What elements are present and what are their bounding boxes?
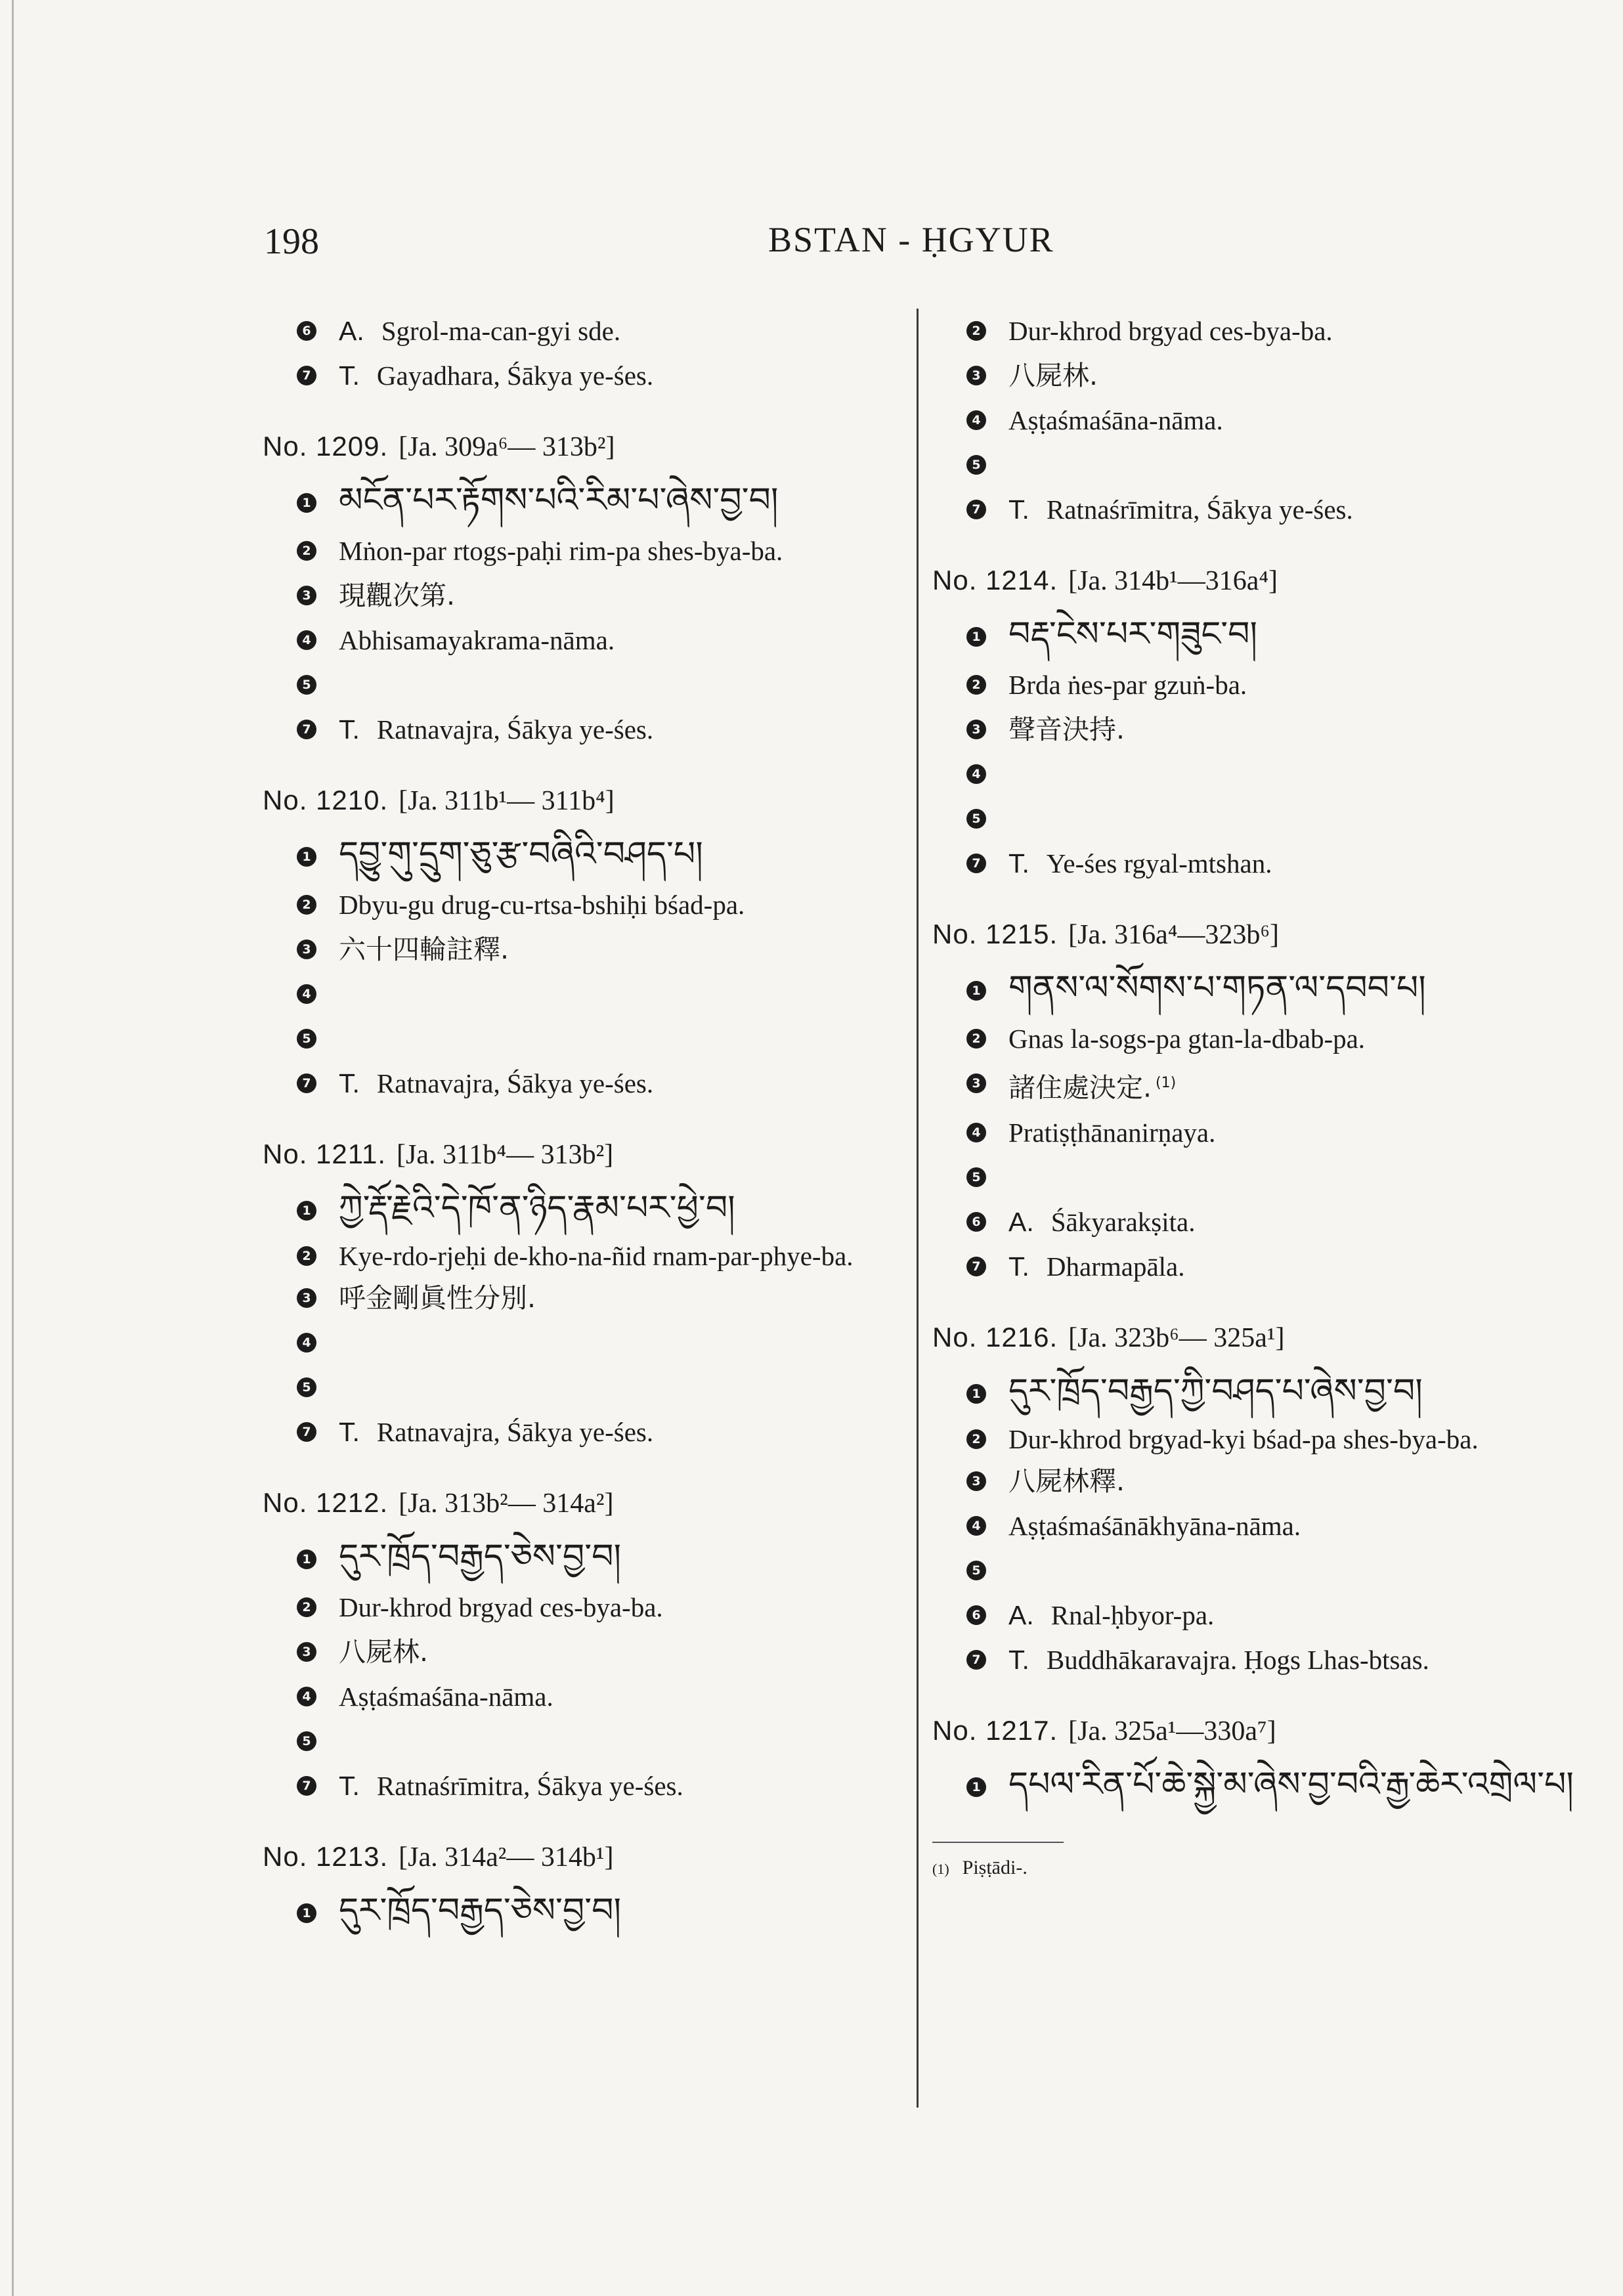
entry-field xyxy=(263,1181,903,1236)
entry-number: No. 1210. xyxy=(263,785,389,815)
field-number-badge: 1 xyxy=(966,627,986,647)
field-text: Aṣṭaśmaśāna-nāma. xyxy=(339,1681,553,1712)
entry-field xyxy=(932,487,1602,532)
field-content xyxy=(1008,662,1602,707)
field-content xyxy=(1008,1110,1602,1155)
field-number-badge: 2 xyxy=(297,541,316,561)
role-label: A. xyxy=(1008,1599,1034,1630)
field-content xyxy=(1008,1016,1602,1061)
field-content xyxy=(339,1674,903,1719)
field-text: Dur-khrod brgyad ces-bya-ba. xyxy=(1008,316,1333,346)
entry-field xyxy=(932,1637,1602,1682)
entry-field xyxy=(932,961,1602,1016)
entry-field xyxy=(263,1276,903,1320)
field-content xyxy=(1008,1504,1602,1548)
field-number-badge: 5 xyxy=(966,809,986,829)
field-number-badge: 3 xyxy=(966,1073,986,1093)
field-number-badge: 4 xyxy=(966,410,986,430)
entry-field xyxy=(263,1530,903,1585)
entry-field xyxy=(932,1419,1602,1459)
field-number-badge: 7 xyxy=(297,1073,316,1093)
catalog-entry xyxy=(263,1483,903,1808)
field-number-badge: 5 xyxy=(966,1167,986,1187)
field-number-badge: 4 xyxy=(297,630,316,650)
entry-heading xyxy=(263,1837,903,1877)
field-text: Gayadhara, Śākya ye-śes. xyxy=(376,360,654,391)
field-content xyxy=(339,827,903,882)
catalog-entry xyxy=(263,781,903,1106)
field-number-badge: 3 xyxy=(966,366,986,385)
role-label: T. xyxy=(1008,848,1029,878)
field-content xyxy=(339,1276,903,1320)
entry-field xyxy=(932,1459,1602,1504)
field-number-badge: 3 xyxy=(966,720,986,739)
role-label: A. xyxy=(1008,1206,1034,1237)
entry-field xyxy=(263,1320,903,1365)
field-content xyxy=(1008,353,1602,398)
field-number-badge: 1 xyxy=(966,1777,986,1797)
entry-reference: [Ja. 309a⁶— 313b²] xyxy=(399,432,615,462)
entry-number: No. 1209. xyxy=(263,431,389,462)
field-content xyxy=(339,1181,903,1236)
tibetan-title: དུར་ཁྲོད་བརྒྱད་ཀྱི་བཤད་པ་ཞེས་བྱ་བ། xyxy=(1008,1372,1423,1410)
field-content xyxy=(339,1884,903,1939)
footnote xyxy=(932,1855,1602,1882)
right-column xyxy=(932,309,1602,1882)
field-content xyxy=(339,1719,903,1764)
entry-reference: [Ja. 314a²— 314b¹] xyxy=(399,1842,614,1873)
field-content xyxy=(1008,1758,1602,1813)
field-content xyxy=(1008,1637,1602,1682)
entry-field xyxy=(932,1504,1602,1548)
field-content xyxy=(1008,796,1602,841)
field-content xyxy=(1008,1244,1602,1289)
field-number-badge: 7 xyxy=(297,720,316,739)
field-number-badge: 7 xyxy=(966,854,986,873)
entry-field xyxy=(932,1200,1602,1244)
entry-field xyxy=(932,309,1602,353)
tibetan-title: མངོན་པར་རྟོགས་པའི་རིམ་པ་ཞེས་བྱ་བ། xyxy=(339,482,779,519)
field-number-badge: 7 xyxy=(297,1422,316,1442)
entry-field xyxy=(263,972,903,1016)
entry-number: No. 1211. xyxy=(263,1138,387,1169)
field-content xyxy=(339,1016,903,1061)
field-content xyxy=(1008,398,1602,443)
field-number-badge: 7 xyxy=(297,366,316,385)
entry-field xyxy=(932,607,1602,662)
entry-field xyxy=(932,796,1602,841)
field-content xyxy=(1008,487,1602,532)
entry-field xyxy=(932,1758,1602,1813)
entry-field xyxy=(263,618,903,662)
field-content xyxy=(339,618,903,662)
entry-reference: [Ja. 316a⁴—323b⁶] xyxy=(1068,920,1280,950)
entry-field xyxy=(932,1061,1602,1110)
field-number-badge: 2 xyxy=(297,1597,316,1617)
tibetan-title: དུར་ཁྲོད་བརྒྱད་ཅེས་བྱ་བ། xyxy=(339,1538,622,1576)
field-content xyxy=(1008,1364,1602,1419)
entry-heading xyxy=(932,1318,1602,1358)
entry-heading xyxy=(263,1483,903,1523)
role-label: T. xyxy=(339,1417,360,1447)
entry-field xyxy=(263,882,903,927)
entry-number: No. 1216. xyxy=(932,1321,1058,1353)
entry-field xyxy=(263,1719,903,1764)
field-number-badge: 7 xyxy=(966,1257,986,1276)
field-text: Ratnavajra, Śākya ye-śes. xyxy=(376,714,654,745)
entry-field xyxy=(263,927,903,972)
entry-field xyxy=(932,1016,1602,1061)
entry-field xyxy=(932,1548,1602,1593)
field-content xyxy=(1008,1548,1602,1593)
binding-edge xyxy=(12,0,14,2296)
entry-field xyxy=(263,662,903,707)
field-number-badge: 1 xyxy=(297,493,316,513)
field-number-badge: 2 xyxy=(966,1029,986,1049)
field-text: Aṣṭaśmaśānākhyāna-nāma. xyxy=(1008,1510,1301,1541)
tibetan-title: དབྱུ་གུ་དྲུག་ཅུ་རྩ་བཞིའི་བཤད་པ། xyxy=(339,836,703,873)
field-number-badge: 7 xyxy=(966,1650,986,1670)
entry-heading xyxy=(263,1135,903,1175)
entry-field xyxy=(932,662,1602,707)
entry-heading xyxy=(932,1711,1602,1751)
field-text: 八屍林. xyxy=(339,1636,429,1668)
field-content xyxy=(339,927,903,972)
entry-field xyxy=(263,1016,903,1061)
field-number-badge: 4 xyxy=(297,1333,316,1353)
entry-field xyxy=(932,1244,1602,1289)
field-number-badge: 1 xyxy=(966,981,986,1001)
field-content xyxy=(1008,1061,1602,1110)
field-text: 諸住處決定. xyxy=(1008,1072,1152,1104)
field-number-badge: 4 xyxy=(297,1687,316,1706)
field-text: Sgrol-ma-can-gyi sde. xyxy=(381,316,621,346)
entry-field xyxy=(932,398,1602,443)
entry-heading xyxy=(263,781,903,821)
field-number-badge: 3 xyxy=(297,1288,316,1308)
footnote-mark: (1) xyxy=(932,1860,949,1877)
running-head: BSTAN - ḤGYUR xyxy=(768,220,1054,259)
field-number-badge: 4 xyxy=(966,1516,986,1536)
field-number-badge: 5 xyxy=(966,1561,986,1580)
field-content xyxy=(1008,309,1602,353)
field-text: Brda ṅes-par gzuṅ-ba. xyxy=(1008,670,1247,700)
field-number-badge: 3 xyxy=(297,940,316,959)
entry-number: No. 1215. xyxy=(932,919,1058,949)
role-label: T. xyxy=(339,714,360,745)
field-content xyxy=(1008,961,1602,1016)
field-number-badge: 6 xyxy=(966,1605,986,1625)
entry-field xyxy=(932,707,1602,752)
field-text: Śākyarakṣita. xyxy=(1050,1206,1196,1237)
entry-field xyxy=(263,353,903,398)
field-text: Dbyu-gu drug-cu-rtsa-bshiḥi bśad-pa. xyxy=(339,890,745,920)
field-content xyxy=(1008,1459,1602,1504)
field-content xyxy=(339,662,903,707)
column-divider xyxy=(917,309,919,2108)
field-text: Ratnaśrīmitra, Śākya ye-śes. xyxy=(376,1771,683,1801)
field-content xyxy=(1008,1155,1602,1200)
field-content xyxy=(339,573,903,618)
field-number-badge: 1 xyxy=(297,1201,316,1221)
field-number-badge: 4 xyxy=(297,984,316,1004)
field-content xyxy=(1008,752,1602,796)
role-label: T. xyxy=(339,360,360,391)
role-label: T. xyxy=(1008,1251,1029,1282)
field-content xyxy=(339,529,903,573)
entry-number: No. 1214. xyxy=(932,565,1058,596)
role-label: A. xyxy=(339,316,364,346)
field-content xyxy=(1008,707,1602,752)
field-number-badge: 2 xyxy=(297,1246,316,1266)
entry-field xyxy=(263,573,903,618)
field-content xyxy=(1008,443,1602,487)
tibetan-title: གནས་ལ་སོགས་པ་གཏན་ལ་དབབ་པ། xyxy=(1008,970,1426,1007)
left-column xyxy=(263,309,903,1968)
field-number-badge: 2 xyxy=(966,321,986,341)
entry-number: No. 1213. xyxy=(263,1841,389,1872)
field-content xyxy=(339,707,903,752)
entry-field xyxy=(932,1364,1602,1419)
catalog-entry xyxy=(263,1135,903,1454)
field-number-badge: 2 xyxy=(297,895,316,915)
footnote-ref: (1) xyxy=(1156,1075,1177,1091)
catalog-entry xyxy=(932,1318,1602,1682)
field-text: Dur-khrod brgyad-kyi bśad-pa shes-bya-ba. xyxy=(1008,1423,1479,1454)
field-text: 現觀次第. xyxy=(339,580,456,611)
field-text: Aṣṭaśmaśāna-nāma. xyxy=(1008,405,1223,435)
field-content xyxy=(339,1410,903,1454)
entry-field xyxy=(263,1764,903,1808)
catalog-entry xyxy=(263,309,903,398)
entry-number: No. 1212. xyxy=(263,1487,389,1518)
field-number-badge: 5 xyxy=(297,1029,316,1049)
entry-field xyxy=(263,1884,903,1939)
tibetan-title: བརྡ་ངེས་པར་གཟུང་བ། xyxy=(1008,616,1258,653)
field-text: Pratiṣṭhānanirṇaya. xyxy=(1008,1117,1216,1148)
entry-field xyxy=(263,1585,903,1630)
entry-heading xyxy=(932,561,1602,601)
entry-field xyxy=(263,1061,903,1106)
entry-reference: [Ja. 314b¹—316a⁴] xyxy=(1068,566,1278,596)
footnote-text: Piṣṭādi-. xyxy=(962,1856,1028,1878)
field-text: Dur-khrod brgyad ces-bya-ba. xyxy=(339,1592,663,1622)
entry-field xyxy=(932,752,1602,796)
right-column-entries xyxy=(932,309,1602,1813)
field-content xyxy=(339,473,903,529)
field-number-badge: 1 xyxy=(297,1903,316,1923)
entry-field xyxy=(263,473,903,529)
field-content xyxy=(339,1630,903,1674)
field-text: Abhisamayakrama-nāma. xyxy=(339,625,615,655)
field-number-badge: 3 xyxy=(297,1642,316,1662)
footnote-rule xyxy=(932,1842,1064,1843)
field-number-badge: 2 xyxy=(966,1429,986,1449)
entry-field xyxy=(932,443,1602,487)
entry-field xyxy=(263,707,903,752)
field-text: Rnal-ḥbyor-pa. xyxy=(1050,1599,1215,1630)
field-text: 呼金剛眞性分別. xyxy=(339,1282,536,1314)
field-text: 六十四輪註釋. xyxy=(339,934,509,965)
role-label: T. xyxy=(339,1068,360,1098)
field-text: Kye-rdo-rjeḥi de-kho-na-ñid rnam-par-phye-ba. xyxy=(339,1241,854,1271)
field-content xyxy=(339,972,903,1016)
field-number-badge: 1 xyxy=(297,847,316,867)
field-content xyxy=(1008,1593,1602,1637)
catalog-entry xyxy=(263,427,903,752)
field-content xyxy=(339,1530,903,1585)
tibetan-title: ཀྱེ་རྡོ་རྗེའི་དེ་ཁོ་ན་ཉིད་རྣམ་པར་ཕྱེ་བ། xyxy=(339,1190,735,1227)
field-content xyxy=(1008,841,1602,886)
field-content xyxy=(339,1365,903,1410)
field-text: Ye-śes rgyal-mtshan. xyxy=(1046,848,1272,878)
field-text: 八屍林釋. xyxy=(1008,1465,1125,1497)
field-number-badge: 1 xyxy=(966,1384,986,1404)
field-content xyxy=(339,882,903,927)
field-text: Buddhākaravajra. Ḥogs Lhas-btsas. xyxy=(1046,1644,1429,1675)
field-number-badge: 5 xyxy=(297,1377,316,1397)
page-number: 198 xyxy=(264,221,319,262)
entry-field xyxy=(263,529,903,573)
field-content xyxy=(1008,607,1602,662)
field-number-badge: 3 xyxy=(966,1471,986,1491)
field-number-badge: 1 xyxy=(297,1549,316,1569)
field-number-badge: 5 xyxy=(297,1731,316,1751)
entry-field xyxy=(263,1674,903,1719)
field-text: Mṅon-par rtogs-paḥi rim-pa shes-bya-ba. xyxy=(339,536,783,566)
entry-reference: [Ja. 313b²— 314a²] xyxy=(399,1488,614,1519)
catalog-entry xyxy=(932,915,1602,1289)
field-content xyxy=(339,1320,903,1365)
field-number-badge: 7 xyxy=(297,1776,316,1796)
role-label: T. xyxy=(1008,1644,1029,1675)
field-text: 八屍林. xyxy=(1008,360,1098,391)
entry-field xyxy=(932,1593,1602,1637)
field-content xyxy=(339,1585,903,1630)
entry-field xyxy=(932,1155,1602,1200)
entry-reference: [Ja. 323b⁶— 325a¹] xyxy=(1068,1322,1285,1353)
field-number-badge: 6 xyxy=(966,1212,986,1232)
role-label: T. xyxy=(339,1771,360,1801)
catalog-entry xyxy=(932,309,1602,532)
field-number-badge: 4 xyxy=(966,764,986,784)
entry-field xyxy=(263,1410,903,1454)
field-content xyxy=(339,1764,903,1808)
role-label: T. xyxy=(1008,494,1029,525)
field-content xyxy=(339,353,903,398)
entry-field xyxy=(263,1365,903,1410)
entry-field xyxy=(932,841,1602,886)
field-content xyxy=(339,1061,903,1106)
entry-number: No. 1217. xyxy=(932,1714,1058,1746)
field-text: Dharmapāla. xyxy=(1046,1251,1185,1282)
catalog-entry xyxy=(932,1711,1602,1813)
tibetan-title: དུར་ཁྲོད་བརྒྱད་ཅེས་བྱ་བ། xyxy=(339,1892,622,1930)
entry-heading xyxy=(932,915,1602,955)
field-content xyxy=(1008,1200,1602,1244)
field-text: Ratnavajra, Śākya ye-śes. xyxy=(376,1068,654,1098)
field-number-badge: 4 xyxy=(966,1123,986,1142)
field-text: 聲音決持. xyxy=(1008,714,1125,745)
entry-field xyxy=(263,827,903,882)
entry-reference: [Ja. 311b⁴— 313b²] xyxy=(397,1140,614,1170)
field-content xyxy=(339,309,903,353)
catalog-entry xyxy=(263,1837,903,1939)
field-number-badge: 3 xyxy=(297,586,316,605)
field-number-badge: 5 xyxy=(966,455,986,475)
entry-field xyxy=(932,1110,1602,1155)
field-number-badge: 7 xyxy=(966,500,986,519)
field-number-badge: 5 xyxy=(297,675,316,695)
tibetan-title: དཔལ་རིན་པོ་ཆེ་སྐྱེ་མ་ཞེས་བྱ་བའི་རྒྱ་ཆེར་འགྲེལ་པ། xyxy=(1008,1765,1574,1804)
entry-field xyxy=(263,1236,903,1276)
entry-heading xyxy=(263,427,903,467)
entry-reference: [Ja. 325a¹—330a⁷] xyxy=(1068,1716,1276,1746)
entry-field xyxy=(932,353,1602,398)
field-content xyxy=(1008,1419,1602,1459)
catalog-entry xyxy=(932,561,1602,886)
field-text: Gnas la-sogs-pa gtan-la-dbab-pa. xyxy=(1008,1024,1366,1054)
field-text: Ratnavajra, Śākya ye-śes. xyxy=(376,1417,654,1447)
field-content xyxy=(339,1236,903,1276)
field-number-badge: 2 xyxy=(966,675,986,695)
entry-reference: [Ja. 311b¹— 311b⁴] xyxy=(399,786,615,816)
field-text: Ratnaśrīmitra, Śākya ye-śes. xyxy=(1046,494,1353,525)
entry-field xyxy=(263,1630,903,1674)
field-number-badge: 6 xyxy=(297,321,316,341)
entry-field xyxy=(263,309,903,353)
